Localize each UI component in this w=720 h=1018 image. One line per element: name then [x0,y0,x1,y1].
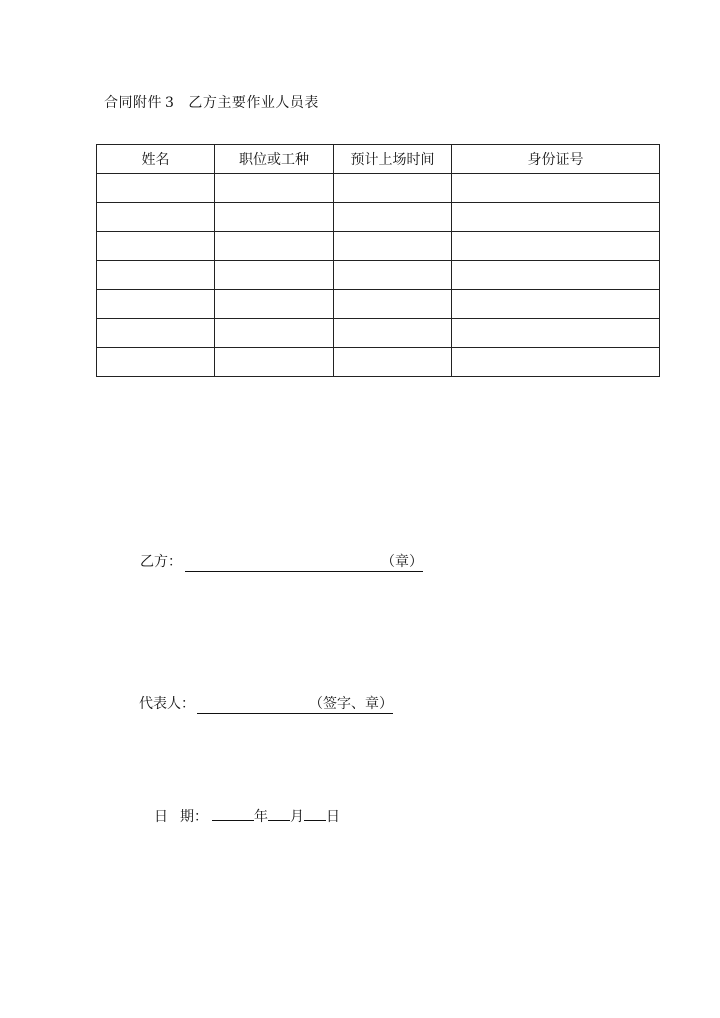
year-label: 年 [254,809,268,825]
table-row [97,319,660,348]
representative-signature [139,693,393,714]
table-cell[interactable] [452,348,660,377]
year-input[interactable] [212,820,254,821]
table-cell[interactable] [334,319,452,348]
table-cell[interactable] [97,203,215,232]
table-cell[interactable] [97,174,215,203]
table-cell[interactable] [334,261,452,290]
date-label-2: 期： [180,809,208,825]
day-input[interactable] [304,820,326,821]
table-header-row [97,145,660,174]
title-prefix: 合同附件 [104,95,162,111]
table-row [97,174,660,203]
table-cell[interactable] [334,290,452,319]
date-field [154,806,340,826]
header-start-time: 预计上场时间 [334,145,452,174]
table-cell[interactable] [215,348,334,377]
party-b-stamp: （章） [381,554,423,570]
representative-line[interactable] [197,693,393,714]
staff-table [96,144,660,377]
table-cell[interactable] [452,319,660,348]
month-input[interactable] [268,820,290,821]
table-cell[interactable] [97,348,215,377]
header-id-number: 身份证号 [452,145,660,174]
table-cell[interactable] [215,261,334,290]
table-cell[interactable] [452,290,660,319]
header-name: 姓名 [97,145,215,174]
title-text: 乙方主要作业人员表 [188,95,319,111]
table-cell[interactable] [215,174,334,203]
table-row [97,232,660,261]
party-b-signature [140,551,423,572]
table-cell[interactable] [334,348,452,377]
table-cell[interactable] [97,290,215,319]
table-cell[interactable] [334,203,452,232]
table-cell[interactable] [334,174,452,203]
party-b-label: 乙方： [140,554,182,570]
title-number: 3 [165,95,175,111]
representative-stamp: （签字、章） [309,696,393,712]
table-cell[interactable] [452,232,660,261]
table-body [97,174,660,377]
table-cell[interactable] [452,261,660,290]
date-label-1: 日 [154,809,168,825]
header-position: 职位或工种 [215,145,334,174]
table-row [97,261,660,290]
party-b-line[interactable] [185,551,423,572]
table-cell[interactable] [97,319,215,348]
table-cell[interactable] [215,232,334,261]
table-row [97,290,660,319]
month-label: 月 [290,809,304,825]
table-cell[interactable] [452,203,660,232]
table-cell[interactable] [97,261,215,290]
table-cell[interactable] [215,319,334,348]
table-cell[interactable] [334,232,452,261]
table-cell[interactable] [452,174,660,203]
table-cell[interactable] [215,203,334,232]
table-cell[interactable] [215,290,334,319]
representative-label: 代表人： [139,696,195,712]
day-label: 日 [326,809,340,825]
page-title [104,92,319,112]
table-row [97,203,660,232]
table-cell[interactable] [97,232,215,261]
table-row [97,348,660,377]
